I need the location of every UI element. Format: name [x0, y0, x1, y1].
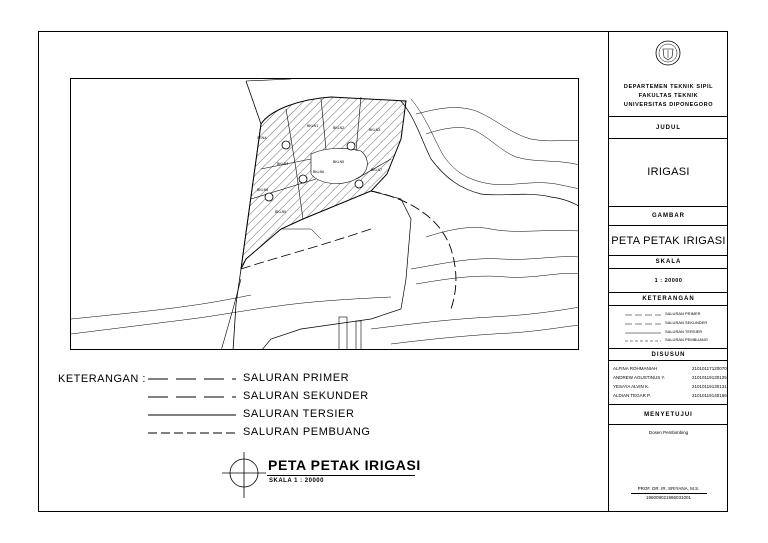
faculty-line: FAKULTAS TEKNIK — [638, 93, 699, 99]
block-label: BKLN8 — [257, 188, 269, 192]
structure-node — [347, 142, 355, 150]
title-underline — [267, 475, 415, 476]
block-label: BKLN1 — [307, 124, 319, 128]
dosen-name: PROF. DR. IR. SRIYANA, M.S. — [637, 486, 700, 491]
department-line: DEPARTEMEN TEKNIK SIPIL — [623, 84, 714, 90]
mini-legend-primer — [625, 311, 725, 319]
member-row: ALFINA ROHMANIAH 21010117120070 — [613, 366, 727, 371]
block-label: BKLN7 — [371, 168, 383, 172]
block-label: SENA — [257, 136, 267, 140]
block-label: BKLN4 — [277, 162, 289, 166]
river — [401, 101, 579, 207]
university-line: UNIVERSITAS DIPONEGORO — [623, 102, 714, 108]
block-label: BKLN6 — [313, 170, 325, 174]
primary-canal — [371, 191, 456, 309]
block-label: BKLN5 — [333, 160, 345, 164]
crosshair-icon — [222, 452, 266, 502]
dosen-nip: 196009021986031001 — [645, 495, 692, 500]
mini-legend-tersier — [625, 329, 725, 337]
legend-item-primer — [148, 372, 388, 386]
gambar-value: PETA PETAK IRIGASI — [609, 226, 728, 256]
mini-legend-label: SALURAN PRIMER — [665, 311, 701, 316]
irrigation-map — [71, 79, 579, 350]
skala-value: 1 : 20000 — [609, 269, 728, 293]
keterangan-box — [609, 306, 728, 349]
legend-label: SALURAN PRIMER — [243, 372, 350, 384]
drain-line-symbol — [148, 432, 236, 434]
mini-legend-pembuang — [625, 337, 725, 345]
keterangan-label: KETERANGAN — [609, 293, 728, 306]
judul-label: JUDUL — [609, 117, 728, 139]
skala-label: SKALA — [609, 256, 728, 269]
legend-item-pembuang — [148, 426, 388, 440]
mini-legend-label: SALURAN TERSIER — [665, 329, 703, 334]
department-text — [609, 83, 728, 110]
approval-box — [609, 425, 728, 511]
tertiary-line-symbol — [148, 414, 236, 416]
drawing-title: PETA PETAK IRIGASI — [268, 457, 421, 473]
map-frame — [70, 78, 579, 350]
mini-legend-label: SALURAN SEKUNDER — [665, 320, 708, 325]
signature-line — [631, 493, 707, 494]
members-box — [609, 361, 728, 405]
title-sidebar — [608, 31, 728, 512]
university-seal-icon — [654, 39, 682, 69]
member-row: YESAYA ALVIN K. 21010119130131 — [613, 384, 727, 389]
gambar-label: GAMBAR — [609, 207, 728, 226]
mini-legend-sekunder — [625, 320, 725, 328]
structure-node — [355, 180, 363, 188]
structure-node — [299, 175, 307, 183]
menyetujui-label: MENYETUJUI — [609, 405, 728, 425]
member-row: ANDREW AGUSTINUS Y. 21010119130125 — [613, 375, 727, 380]
legend-item-tersier — [148, 408, 388, 422]
drawing-title-block — [222, 452, 421, 502]
legend-item-sekunder — [148, 390, 388, 404]
legend-label: SALURAN PEMBUANG — [243, 426, 371, 438]
disusun-label: DISUSUN — [609, 349, 728, 361]
dosen-label: Dosen Pembimbing — [648, 430, 689, 435]
secondary-line-symbol — [148, 396, 236, 398]
member-row: ALDIAN TEGAR P. 21010119140166 — [613, 393, 727, 398]
legend-label: SALURAN SEKUNDER — [243, 390, 369, 402]
legend-title: KETERANGAN : — [58, 373, 146, 385]
primary-line-symbol — [148, 378, 236, 380]
legend-label: SALURAN TERSIER — [243, 408, 355, 420]
block-label: BKLN3 — [369, 128, 381, 132]
drawing-scale: SKALA 1 : 20000 — [269, 478, 324, 484]
judul-value: IRIGASI — [609, 139, 728, 207]
block-label: BKLN9 — [275, 210, 287, 214]
block-label: BKLN2 — [333, 126, 345, 130]
structure-node — [282, 141, 290, 149]
structure-node — [265, 193, 273, 201]
header-cell — [609, 31, 728, 117]
mini-legend-label: SALURAN PEMBUANG — [665, 337, 708, 342]
